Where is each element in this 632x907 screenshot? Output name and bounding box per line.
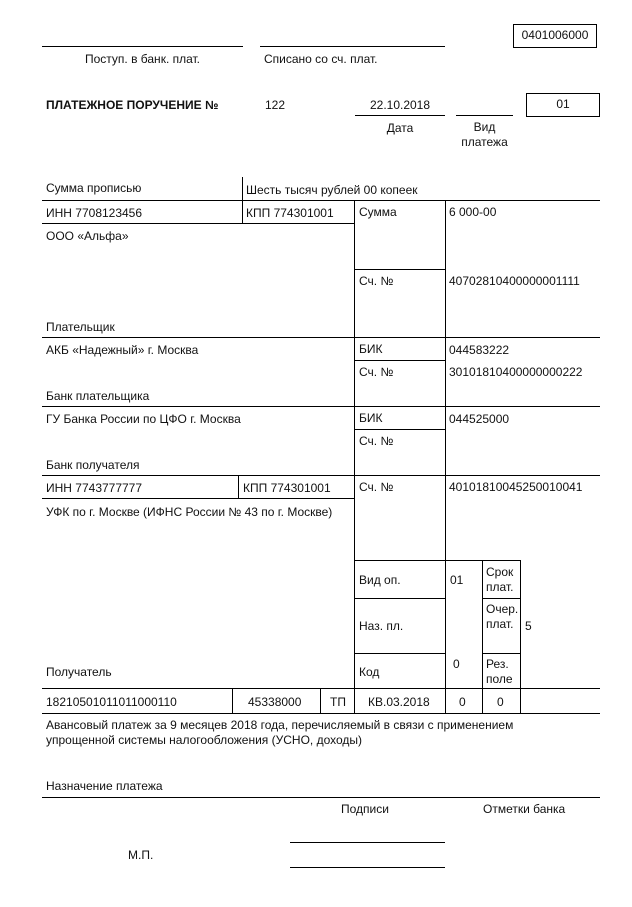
payer-bik: 044583222 [449, 343, 510, 357]
payment-type-line [456, 115, 513, 116]
amount-words-label: Сумма прописью [46, 181, 142, 195]
grid-line [482, 653, 520, 654]
payment-purpose: Авансовый платеж за 9 месяцев 2018 года, перечисляемый в связи с применением упрощенной системы налогообложения (УСНО, доходы) [46, 718, 514, 747]
grid-line [445, 688, 446, 713]
recipient-kpp: КПП 774301001 [243, 481, 331, 495]
op-type: 01 [450, 573, 464, 587]
payer-inn: ИНН 7708123456 [46, 206, 143, 220]
signatures-label: Подписи [341, 802, 389, 816]
grid-line [242, 200, 243, 223]
debited-label: Списано со сч. плат. [264, 52, 378, 66]
payer-label: Плательщик [46, 320, 115, 334]
grid-line [354, 653, 445, 654]
grid-line [354, 598, 445, 599]
grid-line [354, 360, 445, 361]
order-label: Очер. плат. [486, 602, 519, 631]
payer-account-label: Сч. № [359, 274, 394, 288]
reserve-label: Рез. поле [486, 657, 513, 686]
form-code-box: 0401006000 [513, 24, 597, 48]
grid-line [354, 429, 445, 430]
grid-line [42, 475, 600, 476]
grid-line [445, 200, 446, 688]
recipient-account-label: Сч. № [359, 480, 394, 494]
term-label: Срок плат. [486, 565, 514, 594]
payer-corr-account: 30101810400000000222 [449, 365, 583, 379]
grid-line [238, 475, 239, 498]
payer-bank-name: АКБ «Надежный» г. Москва [46, 343, 199, 357]
code-value: 0 [453, 657, 460, 671]
purpose-code-label: Наз. пл. [359, 619, 404, 633]
payer-corr-account-label: Сч. № [359, 365, 394, 379]
signature-line-2 [290, 867, 445, 868]
grid-line [42, 337, 600, 338]
code-label: Код [359, 665, 380, 679]
payer-account: 40702810400000001111 [449, 274, 580, 288]
debited-line [260, 46, 445, 47]
recipient-account: 40101810045250010041 [449, 480, 583, 494]
grid-line [320, 688, 321, 713]
received-line [42, 46, 243, 47]
payer-bank-label: Банк плательщика [46, 389, 150, 403]
grid-line [42, 713, 600, 714]
status-code-box: 01 [526, 93, 600, 117]
grid-line [42, 498, 354, 499]
payer-name: ООО «Альфа» [46, 229, 129, 243]
payer-kpp: КПП 774301001 [246, 206, 334, 220]
tax-oktmo: 45338000 [248, 695, 302, 709]
signature-line-1 [290, 842, 445, 843]
date-line [355, 115, 445, 116]
sum-value: 6 000-00 [449, 205, 497, 219]
grid-line [520, 560, 521, 714]
recipient-bik: 044525000 [449, 412, 510, 426]
tax-doc-number: 0 [459, 695, 466, 709]
order-value: 5 [525, 619, 532, 633]
grid-line [482, 560, 483, 714]
order-date: 22.10.2018 [369, 98, 431, 112]
grid-line [354, 200, 355, 714]
tax-period: КВ.03.2018 [368, 695, 430, 709]
sum-label: Сумма [359, 205, 397, 219]
stamp-label: М.П. [128, 848, 154, 862]
tax-basis: ТП [330, 695, 346, 709]
grid-line [232, 688, 233, 713]
recipient-inn: ИНН 7743777777 [46, 481, 143, 495]
date-label: Дата [386, 121, 414, 135]
recipient-label: Получатель [46, 665, 112, 679]
purpose-line [42, 797, 600, 798]
recipient-bank-label: Банк получателя [46, 458, 140, 472]
payment-type-label: Вид платежа [461, 120, 508, 149]
grid-line [42, 223, 354, 224]
payer-bik-label: БИК [359, 342, 383, 356]
op-type-label: Вид оп. [359, 573, 401, 587]
received-label: Поступ. в банк. плат. [84, 52, 201, 66]
recipient-corr-account-label: Сч. № [359, 434, 394, 448]
grid-line [42, 200, 600, 201]
grid-line [354, 269, 445, 270]
grid-line [42, 688, 600, 689]
bank-marks-label: Отметки банка [483, 802, 566, 816]
grid-line [354, 560, 520, 561]
amount-words: Шесть тысяч рублей 00 копеек [246, 183, 418, 197]
order-number: 122 [265, 98, 286, 112]
recipient-bik-label: БИК [359, 411, 383, 425]
purpose-label: Назначение платежа [46, 779, 163, 793]
tax-doc-date: 0 [497, 695, 504, 709]
recipient-name: УФК по г. Москве (ИФНС России № 43 по г. Москве) [46, 505, 333, 519]
grid-line [482, 598, 520, 599]
tax-kbk: 18210501011011000110 [46, 695, 177, 709]
amount-words-divider [242, 177, 243, 200]
grid-line [42, 406, 600, 407]
page-title: ПЛАТЕЖНОЕ ПОРУЧЕНИЕ № [46, 98, 219, 112]
recipient-bank-name: ГУ Банка России по ЦФО г. Москва [46, 412, 241, 426]
